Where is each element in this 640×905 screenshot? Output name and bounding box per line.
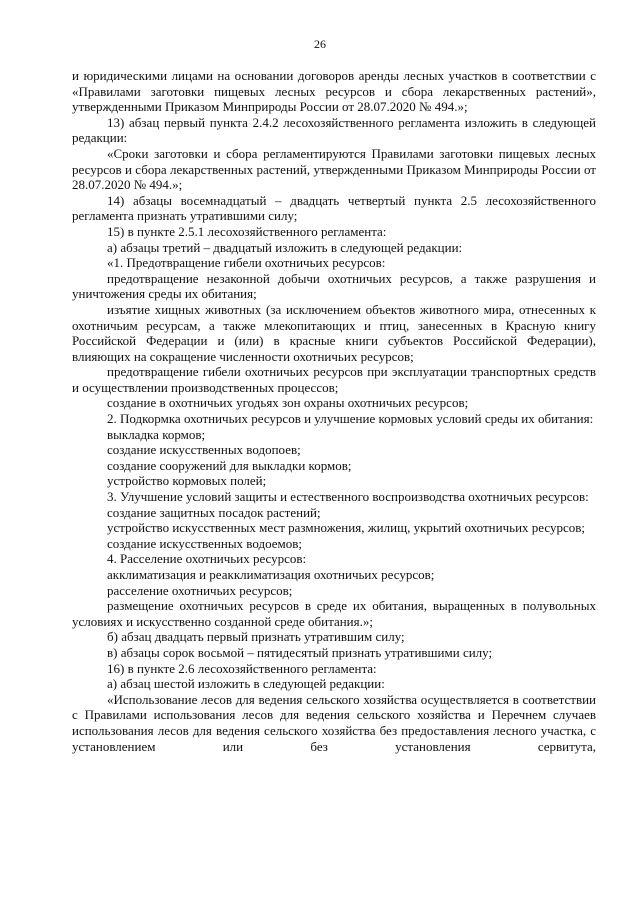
paragraph: «Сроки заготовки и сбора регламентируются Правилами заготовки пищевых лесных ресурсов и сбора лекарственных растений, утвержденными Приказом Минприроды России от 28.07.2020 № 494.»; bbox=[72, 145, 596, 193]
paragraph: создание защитных посадок растений; bbox=[107, 504, 321, 520]
paragraph: «1. Предотвращение гибели охотничьих ресурсов: bbox=[107, 255, 386, 271]
paragraph: 15) в пункте 2.5.1 лесохозяйственного регламента: bbox=[107, 223, 387, 239]
paragraph: предотвращение гибели охотничьих ресурсов при эксплуатации транспортных средств и осуществлении производственных процессов; bbox=[72, 364, 596, 395]
paragraph: выкладка кормов; bbox=[107, 426, 206, 442]
paragraph: предотвращение незаконной добычи охотничьих ресурсов, а также разрушения и уничтожения среды их обитания; bbox=[72, 270, 596, 302]
paragraph: а) абзацы третий – двадцатый изложить в следующей редакции: bbox=[107, 239, 463, 255]
paragraph: создание сооружений для выкладки кормов; bbox=[107, 457, 352, 473]
paragraph: акклиматизация и реакклиматизация охотничьих ресурсов; bbox=[107, 567, 435, 582]
paragraph: 4. Расселение охотничьих ресурсов: bbox=[107, 551, 307, 567]
paragraph: а) абзац шестой изложить в следующей редакции: bbox=[107, 676, 385, 692]
paragraph: создание искусственных водопоев; bbox=[107, 442, 301, 458]
paragraph: устройство кормовых полей; bbox=[107, 473, 267, 489]
paragraph: изъятие хищных животных (за исключением объектов животного мира, отнесенных к охотничьим ресурсам, а также млекопитающих и птиц, занесенных в Красную книгу Российской Федерации и (или) в красные книги субъектов Российской Федерации), влияющих на сокращение численности охотничьих ресурсов; bbox=[72, 301, 596, 364]
paragraph: 14) абзацы восемнадцатый – двадцать четвертый пункта 2.5 лесохозяйственного регламента признать утратившими силу; bbox=[72, 192, 596, 224]
paragraph: 16) в пункте 2.6 лесохозяйственного регламента: bbox=[107, 660, 377, 676]
paragraph: «Использование лесов для ведения сельского хозяйства осуществляется в соответствии с Правилами использования лесов для ведения сельского хозяйства и Перечнем случаев использования лесов для ведения сельского хозяйства без предоставления лесного участка, с установлением или без установления сервитута, bbox=[72, 691, 596, 754]
paragraph: размещение охотничьих ресурсов в среде их обитания, выращенных в полувольных условиях и искусственно созданной среде обитания.»; bbox=[72, 598, 596, 629]
paragraph: 3. Улучшение условий защиты и естественного воспроизводства охотничьих ресурсов: bbox=[107, 489, 589, 505]
paragraph: расселение охотничьих ресурсов; bbox=[107, 582, 293, 598]
paragraph: 2. Подкормка охотничьих ресурсов и улучшение кормовых условий среды их обитания: bbox=[107, 411, 594, 427]
paragraph: 13) абзац первый пункта 2.4.2 лесохозяйственного регламента изложить в следующей редакции: bbox=[72, 114, 596, 146]
paragraph: устройство искусственных мест размножения, жилищ, укрытий охотничьих ресурсов; bbox=[107, 520, 585, 536]
paragraph: б) абзац двадцать первый признать утратившим силу; bbox=[107, 629, 405, 645]
paragraph: и юридическими лицами на основании договоров аренды лесных участков в соответствии с «Правилами заготовки пищевых лесных ресурсов и сбора лекарственных растений», утвержденными Приказом Минприроды России от 28.07.2020 № 494.»; bbox=[72, 68, 596, 115]
paragraph: создание искусственных водоемов; bbox=[107, 535, 302, 551]
document-body bbox=[72, 68, 596, 754]
paragraph: в) абзацы сорок восьмой – пятидесятый признать утратившими силу; bbox=[107, 644, 493, 660]
paragraph: создание в охотничьих угодьях зон охраны охотничьих ресурсов; bbox=[107, 395, 469, 411]
page-number: 26 bbox=[314, 37, 326, 51]
